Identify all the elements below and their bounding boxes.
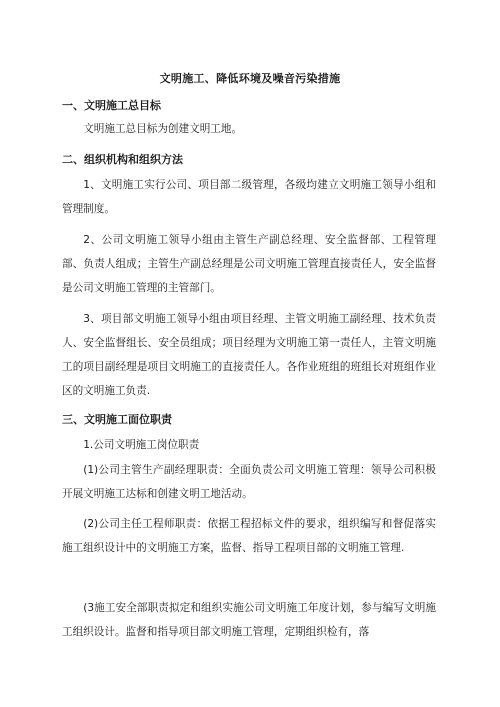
section-heading-organization: 二、组织机构和组织方法 (62, 153, 183, 166)
paragraph-org-2: 2、公司文明施工领导小组由主管生产副总经理、安全监督部、工程管理部、负责人组成；主管生产副总经理是公司文明施工管理直接责任人，安全监督是公司文明施工管理的主管部门。 (62, 234, 436, 294)
paragraph-org-1: 1、文明施工实行公司、项目部二级管理，各级均建立文明施工领导小组和管理制度。 (62, 179, 436, 215)
paragraph-duties-2: (1)公司主管生产副经理职责：全面负责公司文明施工管理：领导公司积极开展文明施工达标和创建文明工地活动。 (62, 464, 436, 500)
section-heading-goal: 一、文明施工总目标 (62, 99, 161, 112)
document-title: 文明施工、降低环境及噪音污染措施 (159, 72, 341, 85)
section-heading-duties: 三、文明施工面位职责 (62, 413, 172, 426)
paragraph-duties-1: 1.公司文明施工岗位职责 (83, 439, 200, 451)
paragraph-duties-4: (3施工安全部职责拟定和组织实施公司文明施工年度计划，参与编写文明施工组织设计。监督和指导项目部文明施工管理，定期组织检有，落 (62, 602, 436, 638)
paragraph-org-3: 3、项目部文明施工领导小组由项目经理、主管文明施工副经理、技术负责人、安全监督组长、安全员组成；项目经理为文明施工第一责任人，主管文明施工的项目副经理是项目文明施工的直接责任人。各作业班组的班组长对班组作业区的文明施工负责. (62, 313, 436, 397)
paragraph-goal: 文明施工总目标为创建文明工地。 (83, 123, 243, 135)
paragraph-duties-3: (2)公司主任工程师职责：依据工程招标文件的要求，组织编写和督促落实施工组织设计中的文明施工方案，监督、指导工程项目部的文明施工管理. (62, 518, 436, 554)
